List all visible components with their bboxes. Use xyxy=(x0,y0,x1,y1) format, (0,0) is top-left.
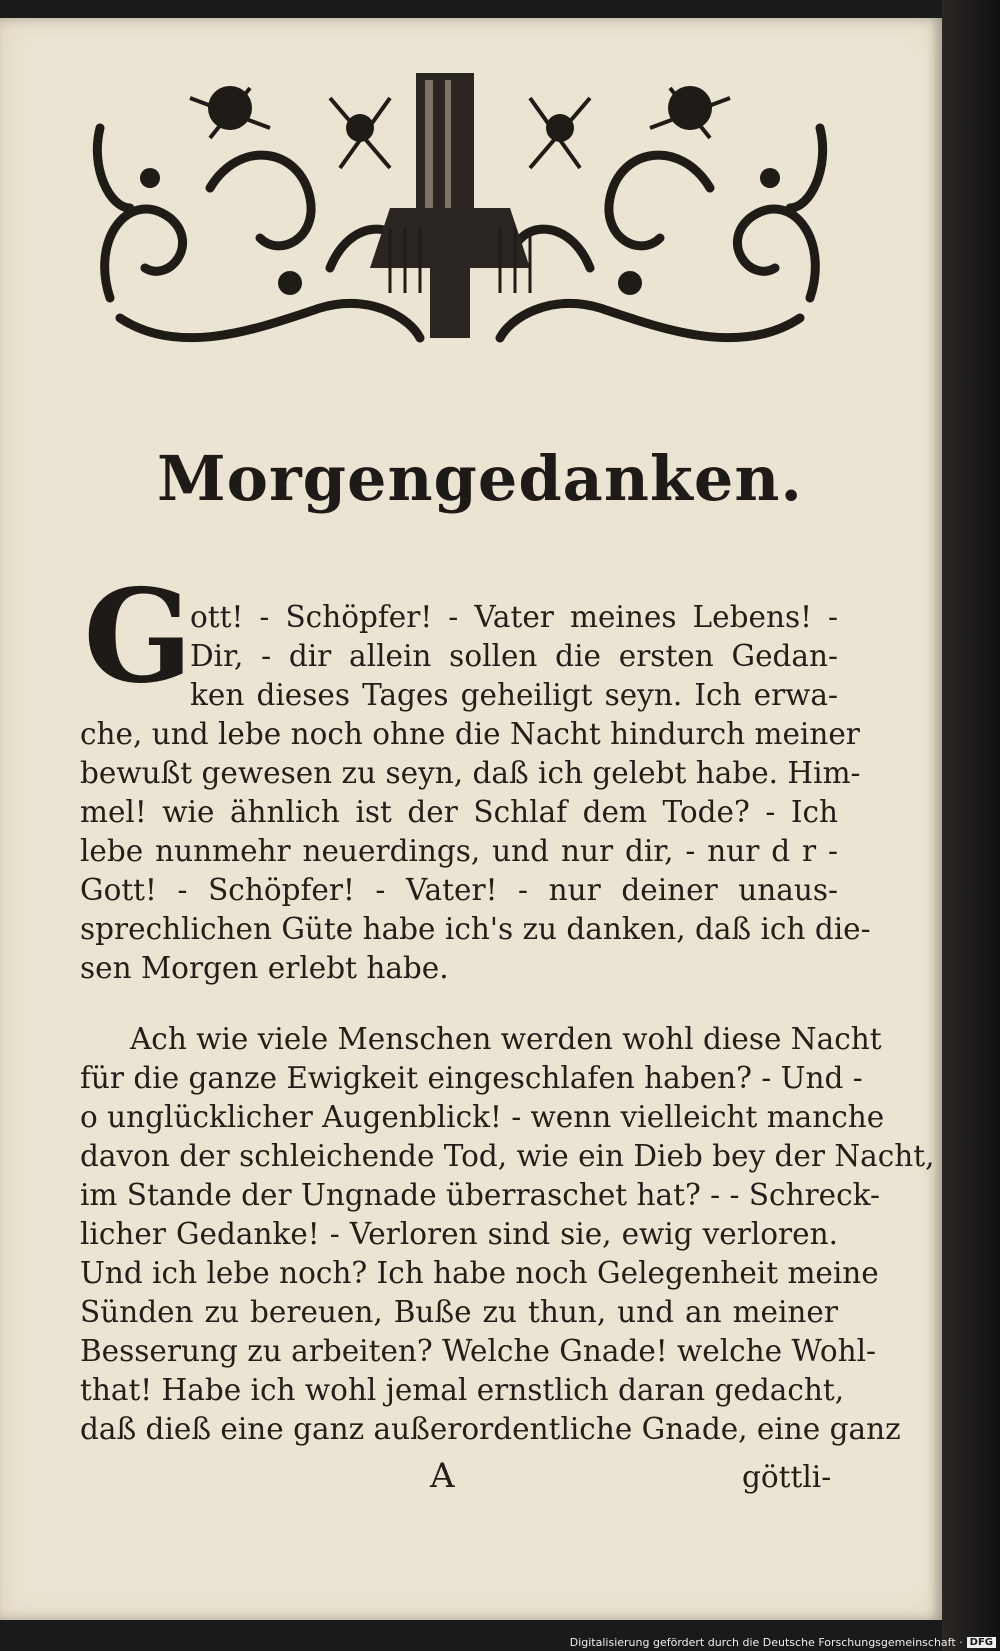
paragraph-1 xyxy=(80,598,871,988)
text-line: Besserung zu arbeiten? Welche Gnade! welche Wohl- xyxy=(80,1334,876,1368)
text-line: o unglücklicher Augenblick! - wenn vielleicht manche xyxy=(80,1100,885,1134)
dfg-logo: DFG xyxy=(967,1637,996,1648)
text-line: für die ganze Ewigkeit eingeschlafen haben? - Und - xyxy=(80,1061,863,1095)
text-line: sen Morgen erlebt habe. xyxy=(80,951,449,985)
credit-text: Digitalisierung gefördert durch die Deutsche Forschungsgemeinschaft · xyxy=(569,1636,963,1649)
text-line: davon der schleichende Tod, wie ein Dieb bey der Nacht, xyxy=(80,1139,935,1173)
book-spine-edge xyxy=(942,0,1000,1651)
digitization-credit xyxy=(570,1636,996,1649)
text-line: daß dieß eine ganz außerordentliche Gnade, eine ganz xyxy=(80,1412,901,1446)
signature-mark: A xyxy=(430,1456,455,1496)
catchword: göttli- xyxy=(742,1460,832,1494)
text-line: Gott! - Schöpfer! - Vater! - nur deiner unaus- xyxy=(80,873,838,907)
text-line: licher Gedanke! - Verloren sind sie, ewig verloren. xyxy=(80,1217,838,1251)
text-line: ott! - Schöpfer! - Vater meines Lebens! - xyxy=(190,600,838,634)
text-line: Sünden zu bereuen, Buße zu thun, und an meiner xyxy=(80,1295,838,1329)
text-line: lebe nunmehr neuerdings, und nur dir, - nur d r - xyxy=(80,834,838,868)
page-title: Morgengedanken. xyxy=(157,442,803,515)
paragraph-2 xyxy=(80,1020,935,1449)
drop-cap-initial: G xyxy=(83,562,193,712)
text-line: Ach wie viele Menschen werden wohl diese Nacht xyxy=(130,1022,882,1056)
text-line: Dir, - dir allein sollen die ersten Gedan- xyxy=(190,639,838,673)
text-line: bewußt gewesen zu seyn, daß ich gelebt habe. Him- xyxy=(80,756,861,790)
text-line: ken dieses Tages geheiligt seyn. Ich erwa- xyxy=(190,678,838,712)
decorative-headpiece-ornament xyxy=(90,68,830,358)
text-line: Und ich lebe noch? Ich habe noch Gelegenheit meine xyxy=(80,1256,879,1290)
text-line: che, und lebe noch ohne die Nacht hindurch meiner xyxy=(80,717,860,751)
text-line: sprechlichen Güte habe ich's zu danken, daß ich die- xyxy=(80,912,871,946)
text-line: that! Habe ich wohl jemal ernstlich daran gedacht, xyxy=(80,1373,845,1407)
text-line: im Stande der Ungnade überraschet hat? - - Schreck- xyxy=(80,1178,880,1212)
text-line: mel! wie ähnlich ist der Schlaf dem Tode? - Ich xyxy=(80,795,838,829)
